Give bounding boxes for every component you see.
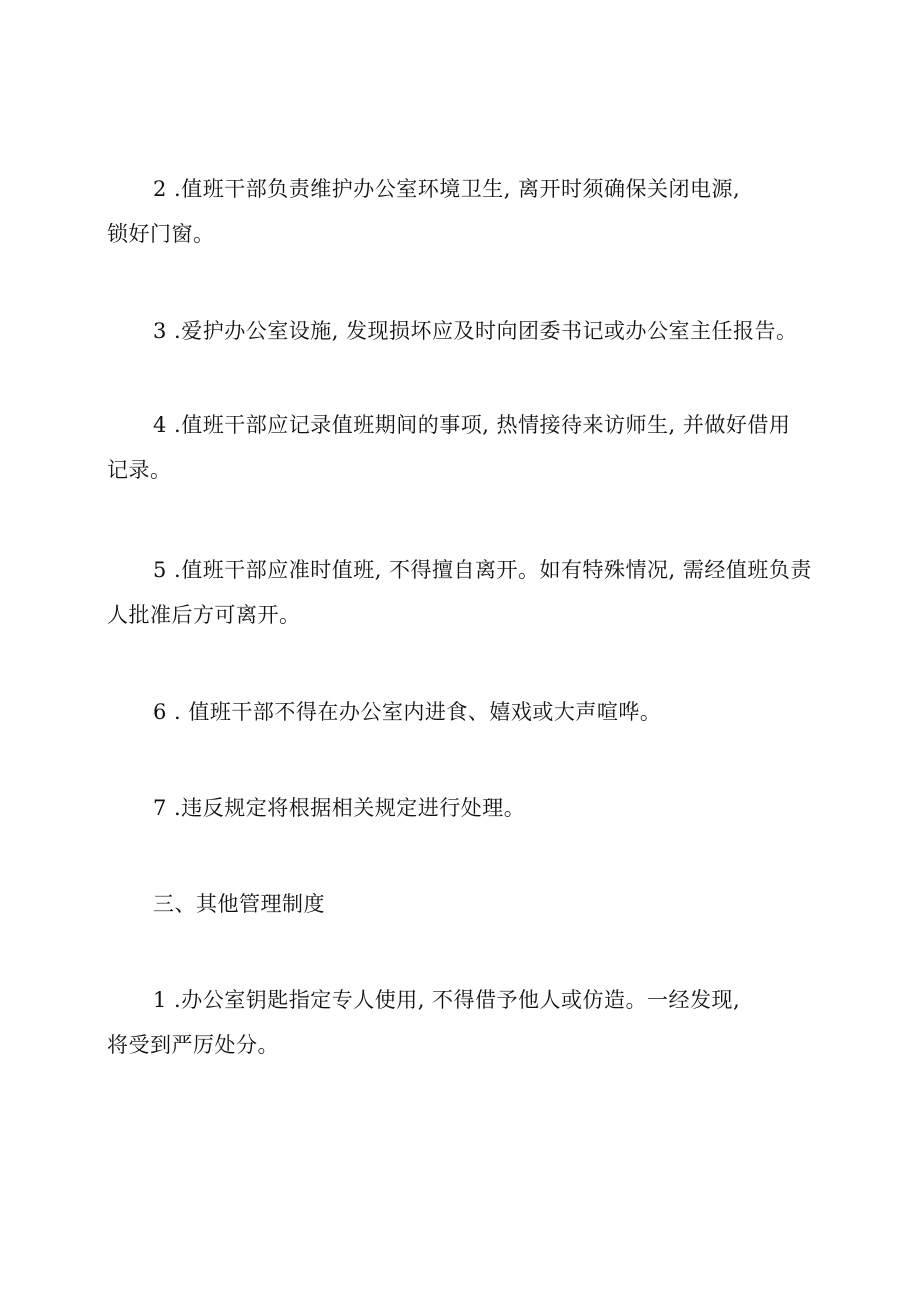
rule-item-7 — [107, 786, 827, 831]
rule-item-2-line-1: 2 .值班干部负责维护办公室环境卫生, 离开时须确保关闭电源, — [153, 177, 741, 201]
rule-item-4 — [107, 403, 827, 493]
rule-item-4-line-2: 记录。 — [107, 458, 172, 482]
rule-item-2-line-2: 锁好门窗。 — [107, 222, 215, 246]
section-rule-item-1-line-2: 将受到严厉处分。 — [107, 1033, 279, 1057]
rule-item-5 — [107, 548, 827, 638]
rule-item-5-line-1: 5 .值班干部应准时值班, 不得擅自离开。如有特殊情况, 需经值班负责 — [153, 558, 812, 582]
section-rule-item-1 — [107, 978, 827, 1068]
rule-item-2 — [107, 167, 827, 257]
rule-item-3 — [107, 309, 827, 354]
rule-item-5-line-2: 人批准后方可离开。 — [107, 603, 301, 627]
rule-item-4-line-1: 4 .值班干部应记录值班期间的事项, 热情接待来访师生, 并做好借用 — [153, 413, 791, 437]
rule-item-6 — [107, 690, 827, 735]
section-heading: 三、其他管理制度 — [153, 892, 325, 916]
section-rule-item-1-line-1: 1 .办公室钥匙指定专人使用, 不得借予他人或仿造。一经发现, — [153, 988, 741, 1012]
rule-item-6-line-1: 6 . 值班干部不得在办公室内进食、嬉戏或大声喧哗。 — [153, 700, 662, 724]
rule-item-7-line-1: 7 .违反规定将根据相关规定进行处理。 — [153, 796, 526, 820]
rule-item-3-line-1: 3 .爱护办公室设施, 发现损坏应及时向团委书记或办公室主任报告。 — [153, 319, 798, 343]
